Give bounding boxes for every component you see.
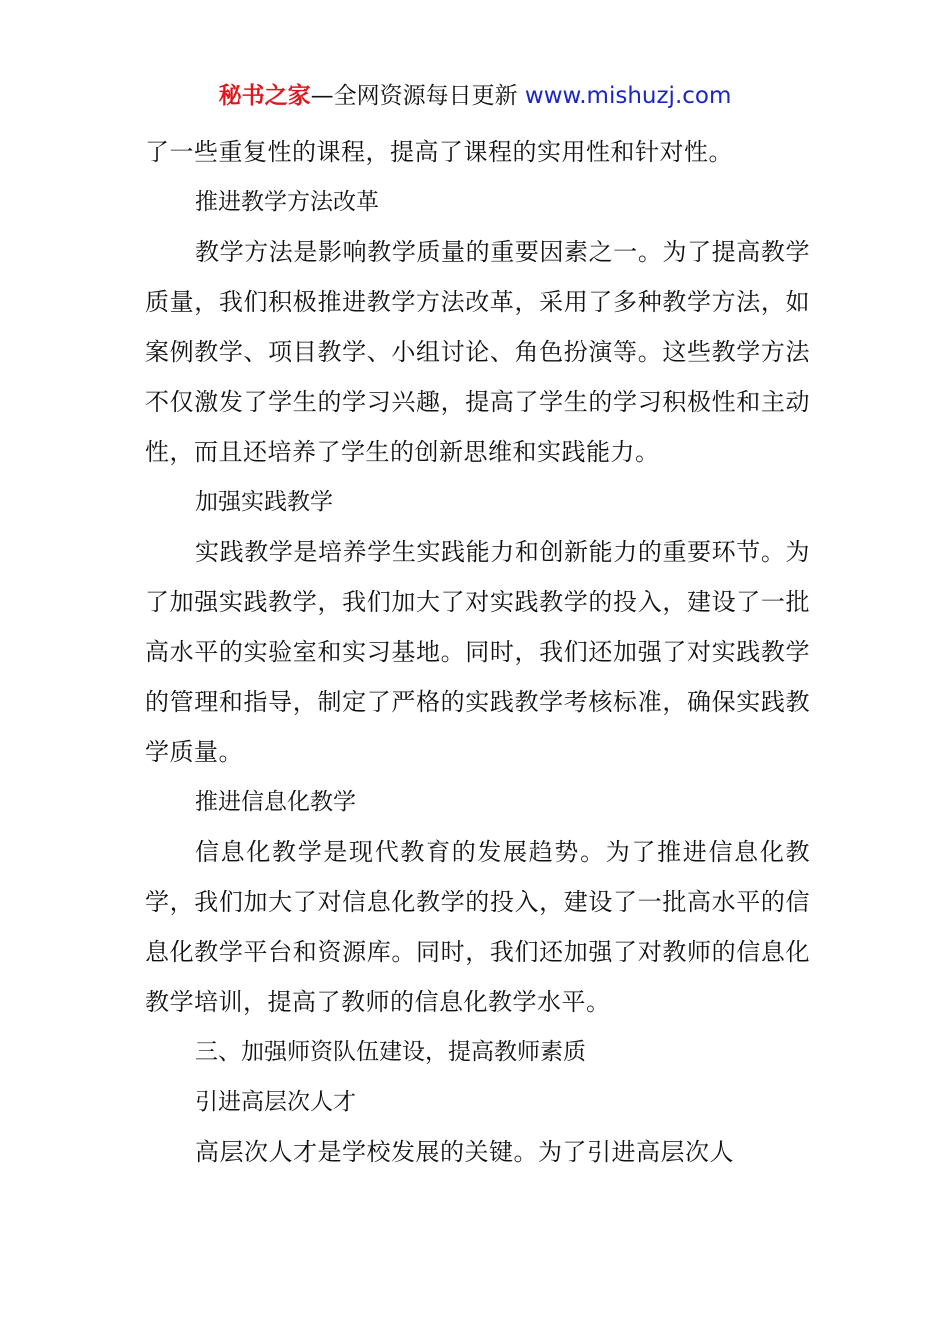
site-header: [0, 80, 950, 112]
site-tagline: —全网资源每日更新: [310, 83, 525, 109]
heading-info-teaching: 推进信息化教学: [195, 789, 356, 815]
paragraph-info-teaching: 信息化教学是现代教育的发展趋势。为了推进信息化教学，我们加大了对信息化教学的投入，建设了一批高水平的信息化教学平台和资源库。同时，我们还加强了对教师的信息化教学培训，提高了教师的信息化教学水平。: [145, 838, 810, 1016]
heading-talent: 引进高层次人才: [195, 1089, 356, 1115]
paragraph-teaching-method: 教学方法是影响教学质量的重要因素之一。为了提高教学质量，我们积极推进教学方法改革，采用了多种教学方法，如案例教学、项目教学、小组讨论、角色扮演等。这些教学方法不仅激发了学生的学习兴趣，提高了学生的学习积极性和主动性，而且还培养了学生的创新思维和实践能力。: [145, 238, 810, 466]
paragraph-practice-teaching: 实践教学是培养学生实践能力和创新能力的重要环节。为了加强实践教学，我们加大了对实践教学的投入，建设了一批高水平的实验室和实习基地。同时，我们还加强了对实践教学的管理和指导，制定了严格的实践教学考核标准，确保实践教学质量。: [145, 538, 810, 766]
document-body: [145, 127, 810, 1177]
site-brand: 秘书之家: [218, 83, 311, 109]
paragraph-continuation: 了一些重复性的课程，提高了课程的实用性和针对性。: [145, 138, 733, 166]
heading-section-three: 三、加强师资队伍建设，提高教师素质: [195, 1039, 586, 1065]
heading-practice-teaching: 加强实践教学: [195, 489, 333, 515]
site-url-link[interactable]: www.mishuzj.com: [524, 83, 732, 109]
heading-teaching-method: 推进教学方法改革: [195, 189, 379, 215]
paragraph-talent: 高层次人才是学校发展的关键。为了引进高层次人: [195, 1138, 734, 1166]
